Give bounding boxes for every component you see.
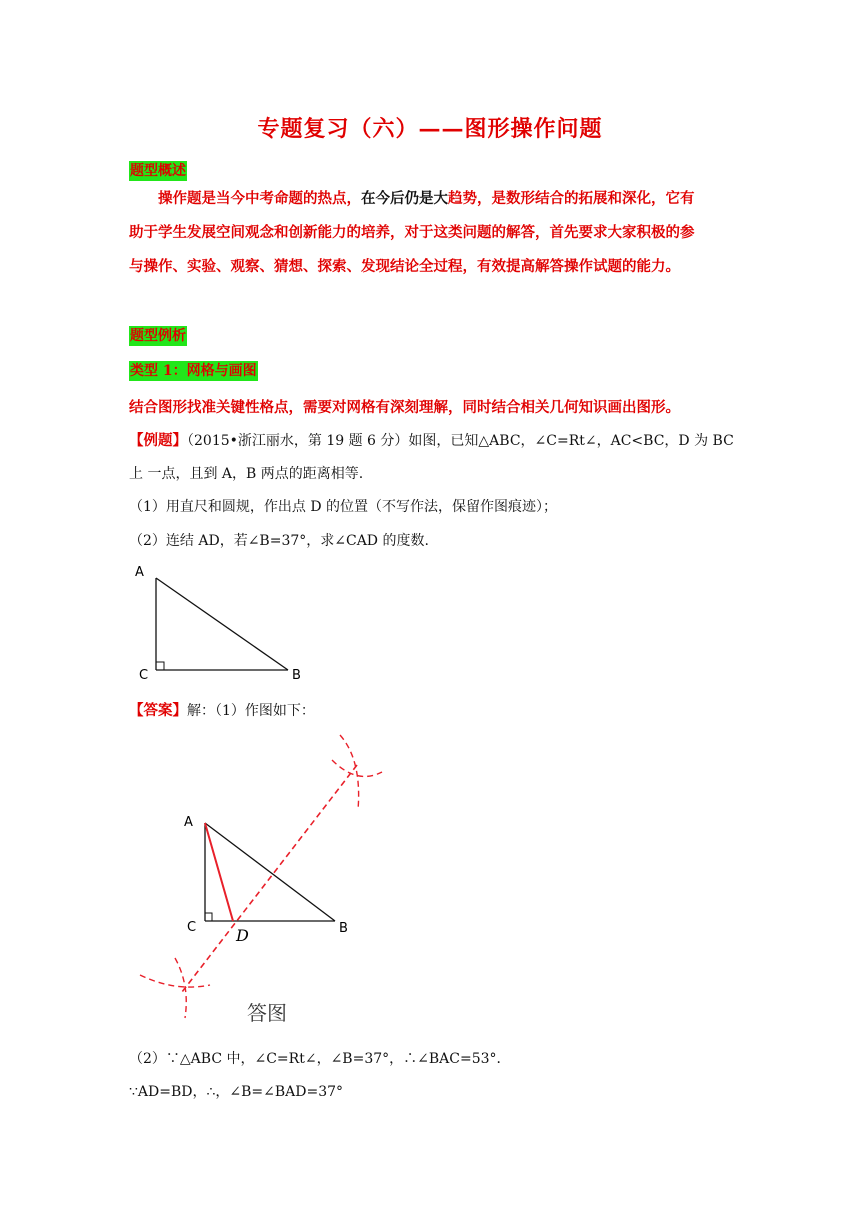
overview-line-1-b: 在今后仍是大: [361, 190, 448, 207]
problem-q2: （2）连结 AD，若∠B=37°，求∠CAD 的度数.: [129, 533, 429, 549]
examples-heading-text: 题型例析: [130, 328, 186, 344]
overview-line-3: 与操作、实验、观察、猜想、探索、发现结论全过程，有效提高解答操作试题的能力。: [129, 258, 680, 275]
right-angle-mark: [205, 913, 212, 921]
page-title: 专题复习（六）——图形操作问题: [257, 116, 603, 142]
point-label-d: D: [236, 926, 249, 945]
figure-caption: 答图: [247, 1001, 287, 1025]
answer-tag: 【答案】: [129, 702, 187, 719]
vertex-label-c: C: [187, 920, 197, 935]
vertex-label-c: C: [139, 668, 149, 683]
perpendicular-bisector: [182, 765, 357, 992]
type1-heading-text: 类型 1：网格与画图: [130, 363, 257, 379]
answer-intro-text: 解：（1）作图如下：: [187, 703, 315, 719]
vertex-label-b: B: [292, 668, 301, 683]
problem-line-1-text: （2015•浙江丽水，第 19 题 6 分）如图，已知△ABC，∠C=Rt∠，AC<BC，D 为 BC: [187, 433, 734, 449]
vertex-label-a: A: [135, 565, 144, 580]
side-ab: [205, 823, 335, 921]
type1-description: 结合图形找准关键性格点，需要对网格有深刻理解，同时结合相关几何知识画出图形。: [129, 399, 680, 416]
problem-line-2: 上 一点，且到 A，B 两点的距离相等.: [129, 466, 364, 482]
segment-ad: [205, 823, 233, 921]
problem-q1: （1）用直尺和圆规，作出点 D 的位置（不写作法，保留作图痕迹）；: [129, 499, 558, 515]
overview-line-2: 助于学生发展空间观念和创新能力的培养，对于这类问题的解答，首先要求大家积极的参: [129, 224, 695, 241]
vertex-label-b: B: [339, 921, 348, 936]
overview-line-1-a: 操作题是当今中考命题的热点，: [158, 190, 361, 207]
answer-step-2: ∵AD=BD，∴，∠B=∠BAD=37°: [129, 1084, 344, 1100]
problem-tag: 【例题】: [129, 432, 187, 449]
vertex-label-a: A: [184, 815, 193, 830]
overview-heading-text: 题型概述: [130, 163, 186, 179]
overview-line-1-c: 趋势，是数形结合的拓展和深化，它有: [448, 190, 695, 207]
arc-bottom-2: [175, 958, 186, 1018]
arc-bottom-1: [140, 975, 210, 987]
answer-step-1: （2）∵△ABC 中，∠C=Rt∠，∠B=37°，∴∠BAC=53°．: [129, 1051, 511, 1067]
